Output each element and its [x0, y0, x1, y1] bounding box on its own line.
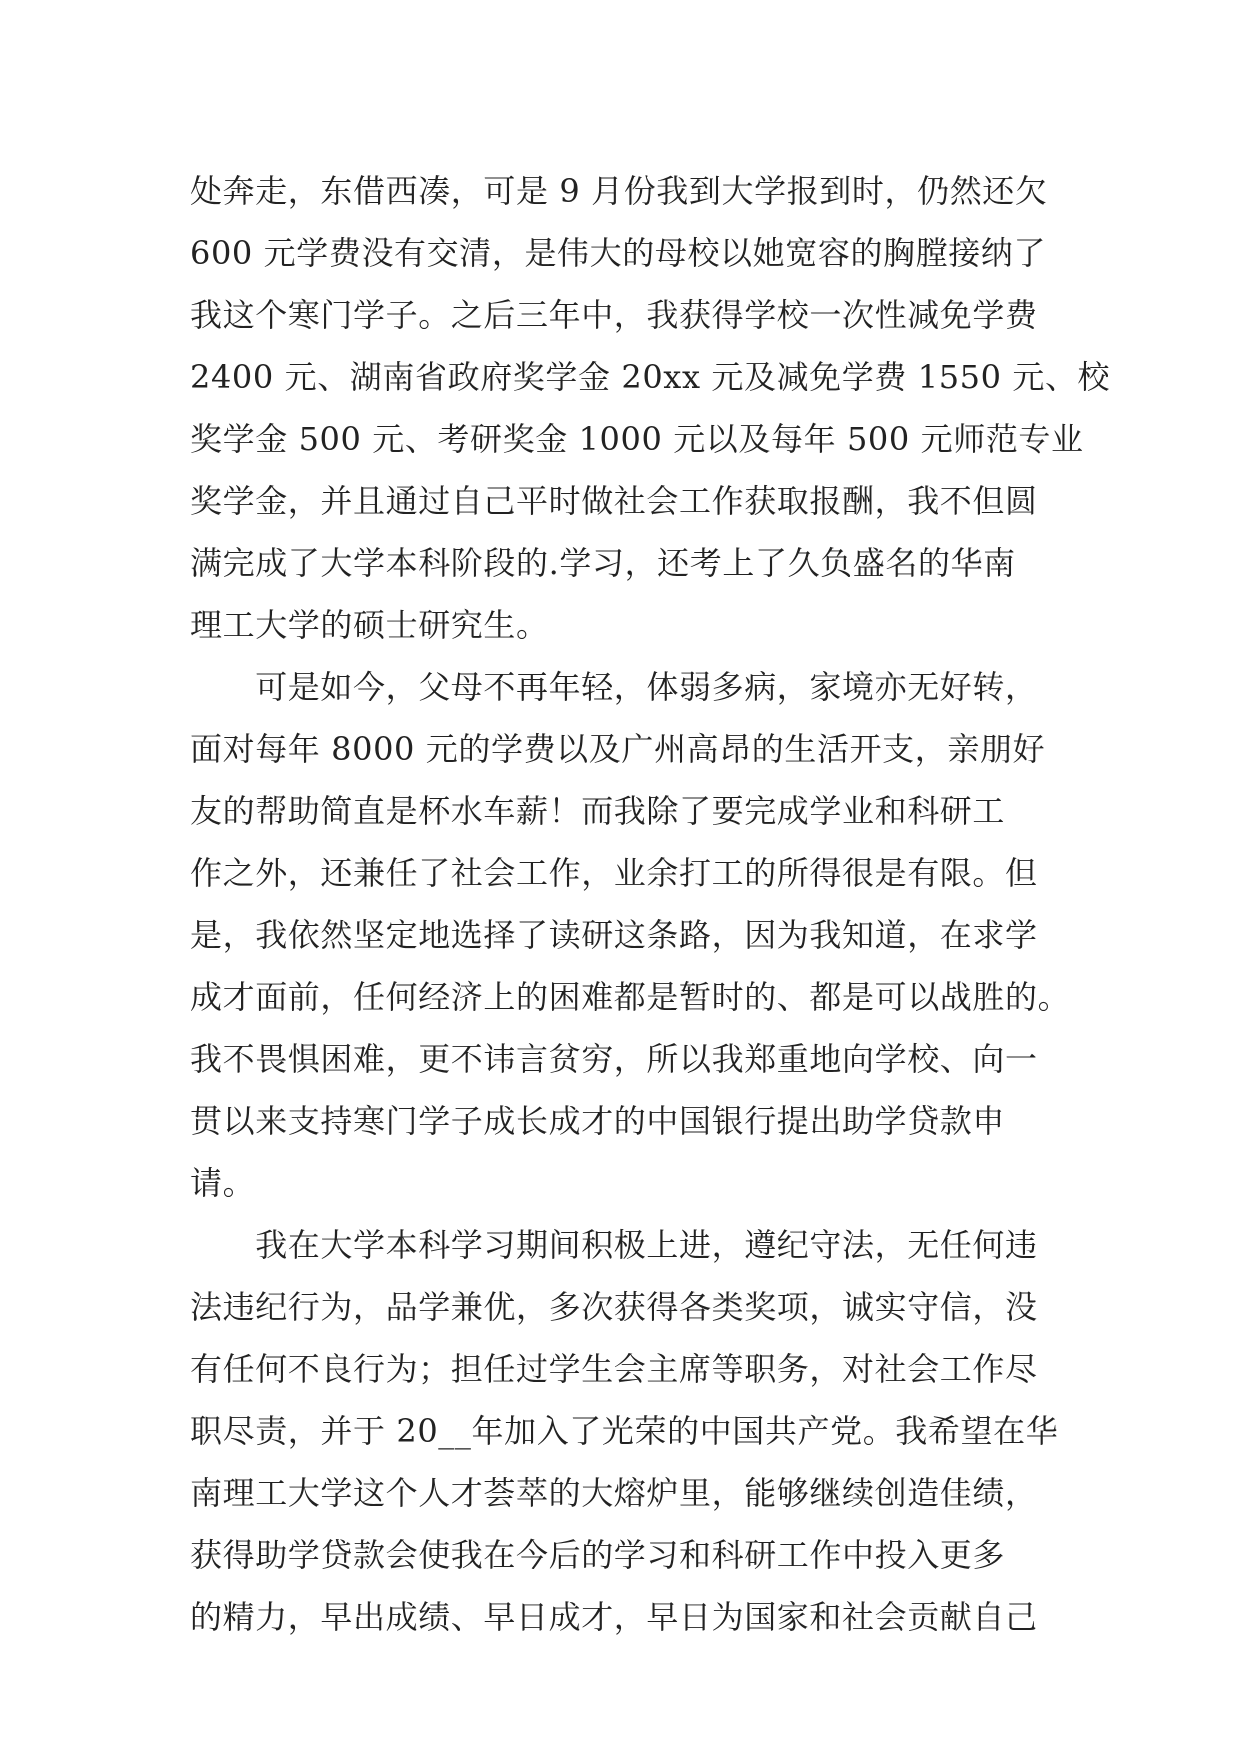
- text-line: 有任何不良行为；担任过学生会主席等职务，对社会工作尽: [190, 1350, 1038, 1388]
- text-line: 我不畏惧困难，更不讳言贫穷，所以我郑重地向学校、向一: [190, 1040, 1038, 1078]
- text-line: 请。: [190, 1164, 256, 1202]
- text-line: 贯以来支持寒门学子成长成才的中国银行提出助学贷款申: [190, 1102, 1006, 1140]
- text-line: 满完成了大学本科阶段的.学习，还考上了久负盛名的华南: [190, 544, 1016, 582]
- text-line: 奖学金，并且通过自己平时做社会工作获取报酬，我不但圆: [190, 482, 1038, 520]
- text-line: 600 元学费没有交清，是伟大的母校以她宽容的胸膛接纳了: [190, 234, 1047, 272]
- text-line: 2400 元、湖南省政府奖学金 20xx 元及减免学费 1550 元、校: [190, 358, 1111, 396]
- text-line: 是，我依然坚定地选择了读研这条路，因为我知道，在求学: [190, 916, 1038, 954]
- text-line: 获得助学贷款会使我在今后的学习和科研工作中投入更多: [190, 1536, 1006, 1574]
- text-line: 我在大学本科学习期间积极上进，遵纪守法，无任何违: [190, 1226, 1038, 1264]
- text-line: 处奔走，东借西凑，可是 9 月份我到大学报到时，仍然还欠: [190, 172, 1048, 210]
- text-line: 南理工大学这个人才荟萃的大熔炉里，能够继续创造佳绩，: [190, 1474, 1038, 1512]
- text-line: 职尽责，并于 20__年加入了光荣的中国共产党。我希望在华: [190, 1412, 1059, 1450]
- text-line: 我这个寒门学子。之后三年中，我获得学校一次性减免学费: [190, 296, 1038, 334]
- text-line: 理工大学的硕士研究生。: [190, 606, 549, 644]
- document-body: [190, 160, 1111, 1648]
- paragraph-3: [190, 1214, 1059, 1648]
- text-line: 可是如今，父母不再年轻，体弱多病，家境亦无好转，: [190, 668, 1038, 706]
- text-line: 的精力，早出成绩、早日成才，早日为国家和社会贡献自己: [190, 1598, 1038, 1636]
- paragraph-2: [190, 656, 1071, 1214]
- text-line: 作之外，还兼任了社会工作，业余打工的所得很是有限。但: [190, 854, 1038, 892]
- text-line: 法违纪行为，品学兼优，多次获得各类奖项，诚实守信，没: [190, 1288, 1038, 1326]
- text-line: 成才面前，任何经济上的困难都是暂时的、都是可以战胜的。: [190, 978, 1071, 1016]
- text-line: 奖学金 500 元、考研奖金 1000 元以及每年 500 元师范专业: [190, 420, 1084, 458]
- text-line: 友的帮助简直是杯水车薪！而我除了要完成学业和科研工: [190, 792, 1006, 830]
- text-line: 面对每年 8000 元的学费以及广州高昂的生活开支，亲朋好: [190, 730, 1046, 768]
- paragraph-1: [190, 160, 1111, 656]
